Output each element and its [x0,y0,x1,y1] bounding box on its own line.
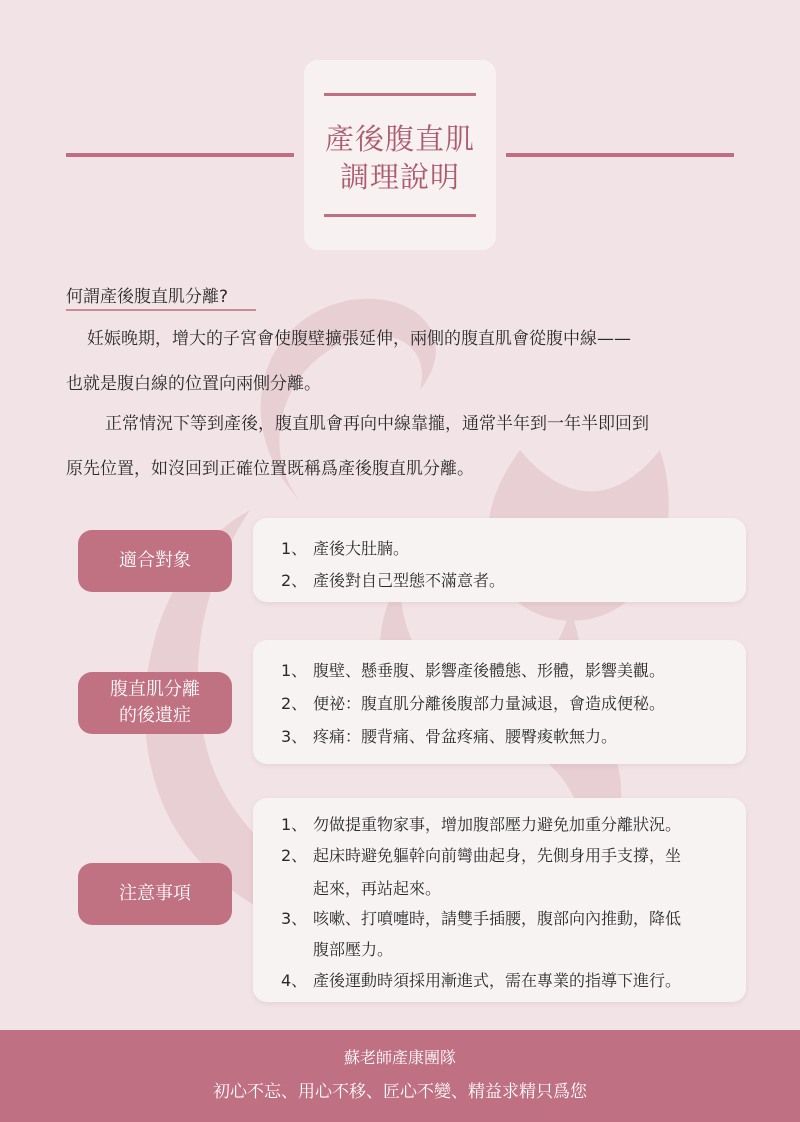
paragraph-2-line-1: 正常情況下等到產後，腹直肌會再向中線靠攏，通常半年到一年半即回到 [105,414,649,434]
list-item: 2、 起床時避免軀幹向前彎曲起身，先側身用手支撐，坐 [281,846,682,865]
list-item: 1、 產後大肚腩。 [281,539,410,558]
title-box [304,60,496,250]
question-underline [66,309,256,311]
section-label-sequelae [78,672,232,734]
section-card-precautions [253,798,746,1002]
title-line-2: 調理說明 [339,160,460,194]
title-bottom-line [324,214,476,217]
section-card-sequelae [253,640,746,764]
footer-banner [0,1030,800,1122]
question-heading [66,282,228,307]
page-title [304,120,496,196]
section-2-label-line-1: 腹直肌分離 [110,679,200,700]
list-item: 4、 產後運動時須採用漸進式，需在專業的指導下進行。 [281,971,682,990]
paragraph-2 [66,402,746,492]
list-item: 3、 疼痛：腰背痛、骨盆疼痛、腰臀痠軟無力。 [281,727,618,746]
list-item-continuation: 起來，再站起來。 [313,879,442,898]
paragraph-2-line-2: 原先位置，如沒回到正確位置既稱爲產後腹直肌分離。 [66,459,474,479]
list-item-continuation: 腹部壓力。 [313,940,394,959]
footer-team-name: 蘇老師產康團隊 [343,1048,456,1067]
paragraph-1 [66,317,746,407]
paragraph-1-line-1: 妊娠晚期，增大的子宮會使腹壁擴張延伸，兩側的腹直肌會從腹中線—— [87,329,631,349]
list-item: 1、 腹壁、懸垂腹、影響產後體態、形體，影響美觀。 [281,661,666,680]
question-text: 何謂產後腹直肌分離? [66,287,229,307]
list-item: 1、 勿做提重物家事，增加腹部壓力避免加重分離狀況。 [281,815,682,834]
section-label-target [78,530,232,592]
section-3-label: 注意事項 [119,883,191,904]
section-2-label-line-2: 的後遺症 [119,705,191,726]
title-top-line [324,93,476,96]
title-line-1: 產後腹直肌 [324,122,475,156]
list-item: 2、 便祕：腹直肌分離後腹部力量減退，會造成便秘。 [281,694,666,713]
section-label-precautions [78,863,232,925]
section-1-label: 適合對象 [119,550,191,571]
right-title-rule [506,153,734,157]
footer-slogan: 初心不忘、用心不移、匠心不變、精益求精只爲您 [213,1082,587,1102]
list-item: 3、 咳嗽、打噴嚏時，請雙手插腰，腹部向內推動，降低 [281,909,682,928]
left-title-rule [66,153,294,157]
section-card-target [253,518,746,602]
list-item: 2、 產後對自己型態不滿意者。 [281,571,506,590]
paragraph-1-line-2: 也就是腹白線的位置向兩側分離。 [66,374,321,394]
